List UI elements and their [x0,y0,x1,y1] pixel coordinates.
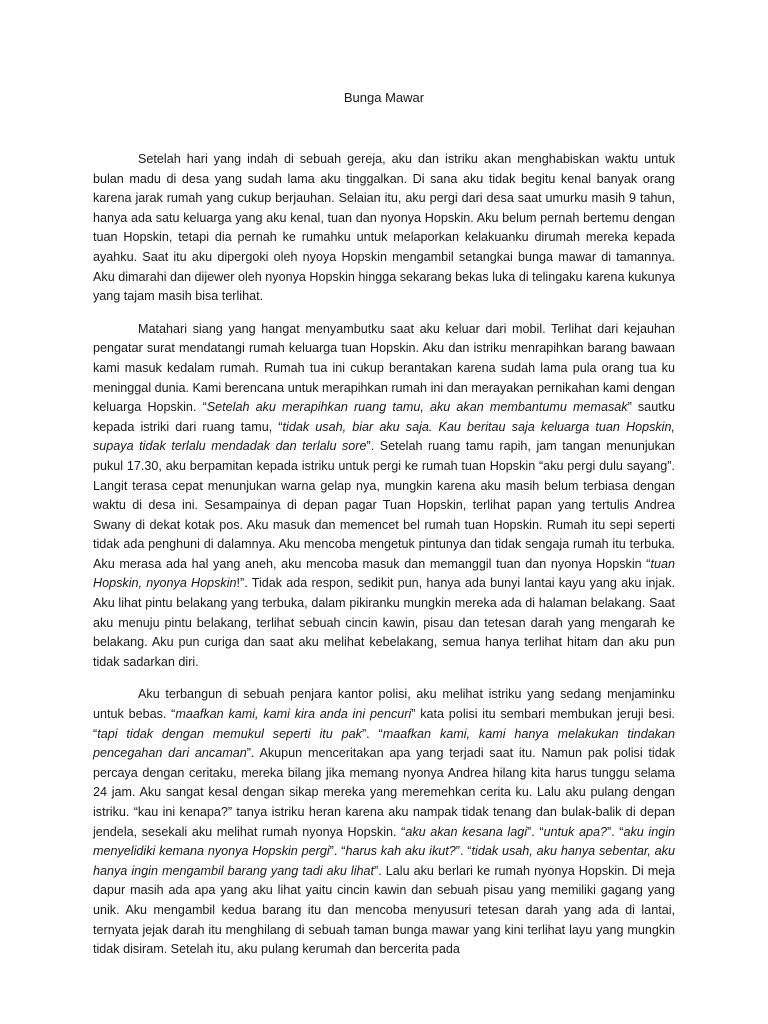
paragraph-1 [93,150,675,307]
italic-run: Setelah aku merapihkan ruang tamu, aku akan membantumu memasak [206,400,628,415]
paragraph-3 [93,685,675,959]
document-body [93,150,675,973]
text-run: ”. “ [606,824,624,839]
italic-run: maafkan kami, kami hanya melakukan tindakan pencegahan dari ancaman [93,726,676,761]
text-run: ” sautku kepada istriki dari ruang tamu, “ [93,400,675,434]
text-run: ”. Setelah ruang tamu rapih, jam tangan menunjukan pukul 17.30, aku berpamitan kepada istriku untuk pergi ke rumah tuan Hopskin “aku pergi dulu sayang”. Langit terasa cepat menunjukan warna gelap nya, mungkin karena aku masih belum terbiasa dengan waktu di desa ini. Sesampainya di depan pagar Tuan Hopskin, terlihat papan yang tertulis Andrea Swany di dekat kotak pos. Aku masuk dan memencet bel rumah tuan Hopskin. Rumah itu sepi seperti tidak ada penghuni di dalamnya. Aku mencoba mengetuk pintunya dan tidak sengaja rumah itu terbuka. Aku merasa ada hal yang aneh, aku mencoba masuk dan memanggil tuan dan nyonya Hopskin “ [93,439,675,571]
text-run: Matahari siang yang hangat menyambutku saat aku keluar dari mobil. Terlihat dari kejauhan pengatar surat mendatangi rumah keluarga tuan Hopskin. Aku dan istriku menrapihkan barang bawaan kami masuk kedalam rumah. Rumah tua ini cukup berantakan karena sudah lama pula orang tua ku meninggal dunia. Kami berencana untuk merapihkan rumah ini dan merayakan pernikahan kami dengan keluarga Hopskin. “ [93,321,675,415]
text-run: ”. “ [455,844,472,859]
italic-run: aku ingin menyelidiki kemana nyonya Hopskin pergi [93,824,676,859]
text-run: Aku terbangun di sebuah penjara kantor polisi, aku melihat istriku yang sedang menjaminku untuk bebas. “ [93,687,675,722]
italic-run: tapi tidak dengan memukul seperti itu pak [97,726,362,741]
document-title: Bunga Mawar [343,90,425,105]
italic-run: maafkan kami, kami kira anda ini pencuri [175,707,412,722]
text-run: ”. Akupun menceritakan apa yang terjadi saat itu. Namun pak polisi tidak percaya dengan ceritaku, mereka bilang jika memang nyonya Andrea hilang kita harus tunggu selama 24 jam. Aku sangat kesal dengan sikap mereka yang meremehkan cerita ku. Lalu aku pulang dengan istriku. “kau ini kenapa?” tanya istriku heran karena aku nampak tidak tenang dan bulak-balik di depan jendela, sesekali aku melihat rumah nyonya Hopskin. “ [93,746,675,839]
text-run: ”. “ [527,824,544,839]
text-run: ”. Lalu aku berlari ke rumah nyonya Hopskin. Di meja dapur masih ada apa yang aku lihat yaitu cincin kawin dan sebuah pisau yang memiliki gagang yang unik. Aku mengambil kedua barang itu dan mencoba menyusuri tetesan darah yang ada di lantai, ternyata jejak darah itu menghilang di sebuah taman bunga mawar yang kini terlihat layu yang mungkin tidak disiram. Setelah itu, aku pulang kerumah dan bercerita pada [93,863,676,957]
text-run: Setelah hari yang indah di sebuah gereja, aku dan istriku akan menghabiskan waktu untuk bulan madu di desa yang sudah lama aku tinggalkan. Di sana aku tidak begitu kenal banyak orang karena jarak rumah yang cukup berjauhan. Selaian itu, aku pergi dari desa saat umurku masih 9 tahun, hanya ada satu keluarga yang aku kenal, tuan dan nyonya Hopskin. Aku belum pernah bertemu dengan tuan Hopskin, tetapi dia pernah ke rumahku untuk melaporkan kelakuanku dirumah mereka kepada ayahku. Saat itu aku dipergoki oleh nyoya Hopskin mengambil setangkai bunga mawar di tamannya. Aku dimarahi dan dijewer oleh nyonya Hopskin hingga sekarang bekas luka di telingaku karena kukunya yang tajam masih bisa terlihat. [93,152,675,304]
text-run: ”. “ [361,726,383,741]
italic-run: tidak usah, biar aku saja. Kau beritau saja keluarga tuan Hopskin, supaya tidak terlalu mendadak dan terlalu sore [93,419,675,454]
text-run: ”. “ [329,844,346,859]
italic-run: tidak usah, aku hanya sebentar, aku hanya ingin mengambil barang yang tadi aku lihat [93,844,675,878]
text-run: !”. Tidak ada respon, sedikit pun, hanya ada bunyi lantai kayu yang aku injak. Aku lihat pintu belakang yang terbuka, dalam pikiranku mungkin mereka ada di halaman belakang. Saat aku menuju pintu belakang, terlihat sebuah cincin kawin, pisau dan tetesan darah yang mengarah ke belakang. Aku pun curiga dan saat aku melihat kebelakang, semua hanya terlihat hitam dan aku pun tidak sadarkan diri. [93,576,675,669]
text-run: ” kata polisi itu sembari membukan jeruji besi. “ [93,707,675,741]
italic-run: untuk apa? [543,824,607,839]
italic-run: harus kah aku ikut? [345,844,456,859]
italic-run: aku akan kesana lagi [405,824,528,839]
paragraph-2 [93,320,675,673]
italic-run: tuan Hopskin, nyonya Hopskin [93,556,675,591]
